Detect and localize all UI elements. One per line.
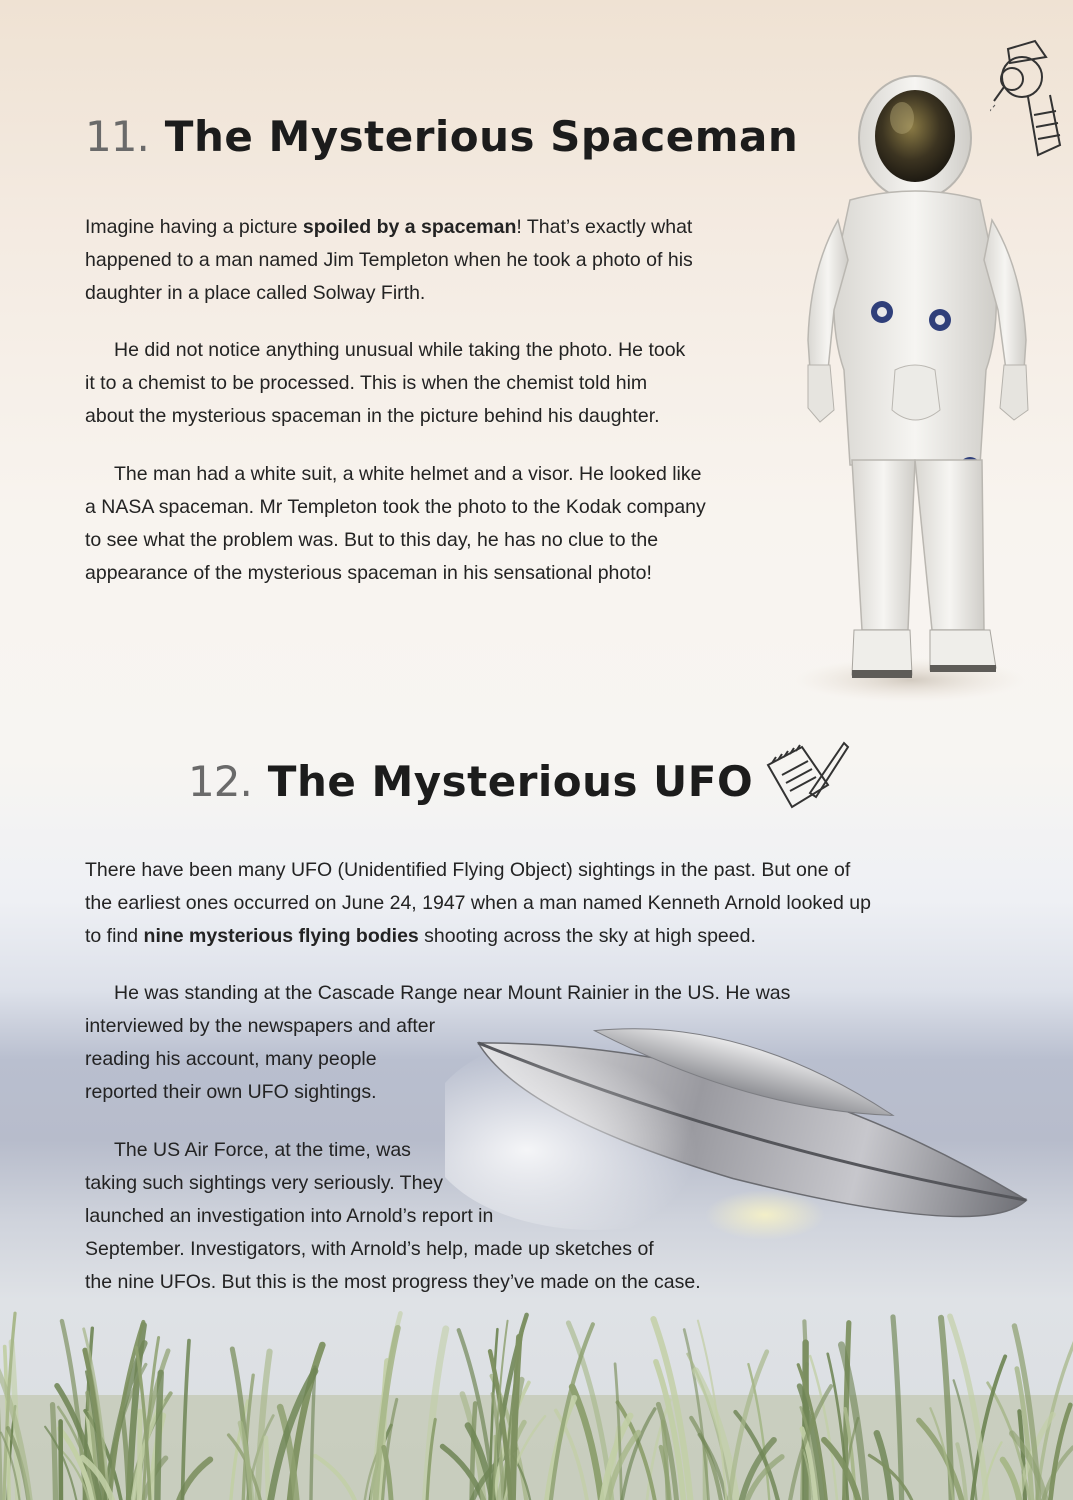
text-line: appearance of the mysterious spaceman in his sensational photo! [85,562,652,584]
bold-text: nine mysterious flying bodies [143,925,419,947]
section2-paragraph-2 [85,977,790,1109]
text-line: He did not notice anything unusual while taking the photo. He took [114,339,686,361]
section2-title [188,757,753,806]
section1-title [85,112,798,161]
text-line: launched an investigation into Arnold’s report in [85,1205,494,1227]
text-line: reading his account, many people [85,1048,377,1070]
corn-leaf [53,1405,56,1500]
section1-paragraph-3 [85,458,706,590]
text: to find [85,925,144,947]
section2-heading: The Mysterious UFO [267,757,754,806]
text-line: He was standing at the Cascade Range near Mount Rainier in the US. He was [114,982,791,1004]
corn-leaf [266,1438,268,1500]
corn-leaf [157,1373,160,1500]
section1-heading: The Mysterious Spaceman [164,112,799,161]
text: ! That’s exactly what [516,216,693,238]
notepad-pencil-doodle [762,735,852,815]
text-line: interviewed by the newspapers and after [85,1015,436,1037]
text-line: happened to a man named Jim Templeton when he took a photo of his [85,249,693,271]
text: Imagine having a picture [85,216,303,238]
text-line: reported their own UFO sightings. [85,1081,377,1103]
text-line: the nine UFOs. But this is the most progress they’ve made on the case. [85,1271,701,1293]
text-line: to see what the problem was. But to this day, he has no clue to the [85,529,659,551]
text-line: The man had a white suit, a white helmet and a visor. He looked like [114,463,702,485]
bold-text: spoiled by a spaceman [302,216,517,238]
section2-paragraph-1 [85,854,871,953]
text: shooting across the sky at high speed. [418,925,756,947]
text-line: September. Investigators, with Arnold’s help, made up sketches of [85,1238,654,1260]
section2-number: 12. [188,757,252,806]
section1-number: 11. [85,112,149,161]
text-line: The US Air Force, at the time, was [114,1139,411,1161]
text-line: There have been many UFO (Unidentified Flying Object) sightings in the past. But one of [85,859,851,881]
section2-paragraph-3 [85,1134,701,1299]
text-line: a NASA spaceman. Mr Templeton took the photo to the Kodak company [85,496,706,518]
text-line: taking such sightings very seriously. They [85,1172,444,1194]
section1-paragraph-2 [85,334,685,433]
text-line: the earliest ones occurred on June 24, 1947 when a man named Kenneth Arnold looked up [85,892,871,914]
section1-paragraph-1 [85,211,693,310]
text-line: it to a chemist to be processed. This is when the chemist told him [85,372,648,394]
text-line: about the mysterious spaceman in the picture behind his daughter. [85,405,660,427]
detective-doodle [990,35,1065,165]
cornfield-illustration [0,1300,1073,1500]
astronaut-illustration [790,70,1040,710]
text-line: daughter in a place called Solway Firth. [85,282,426,304]
